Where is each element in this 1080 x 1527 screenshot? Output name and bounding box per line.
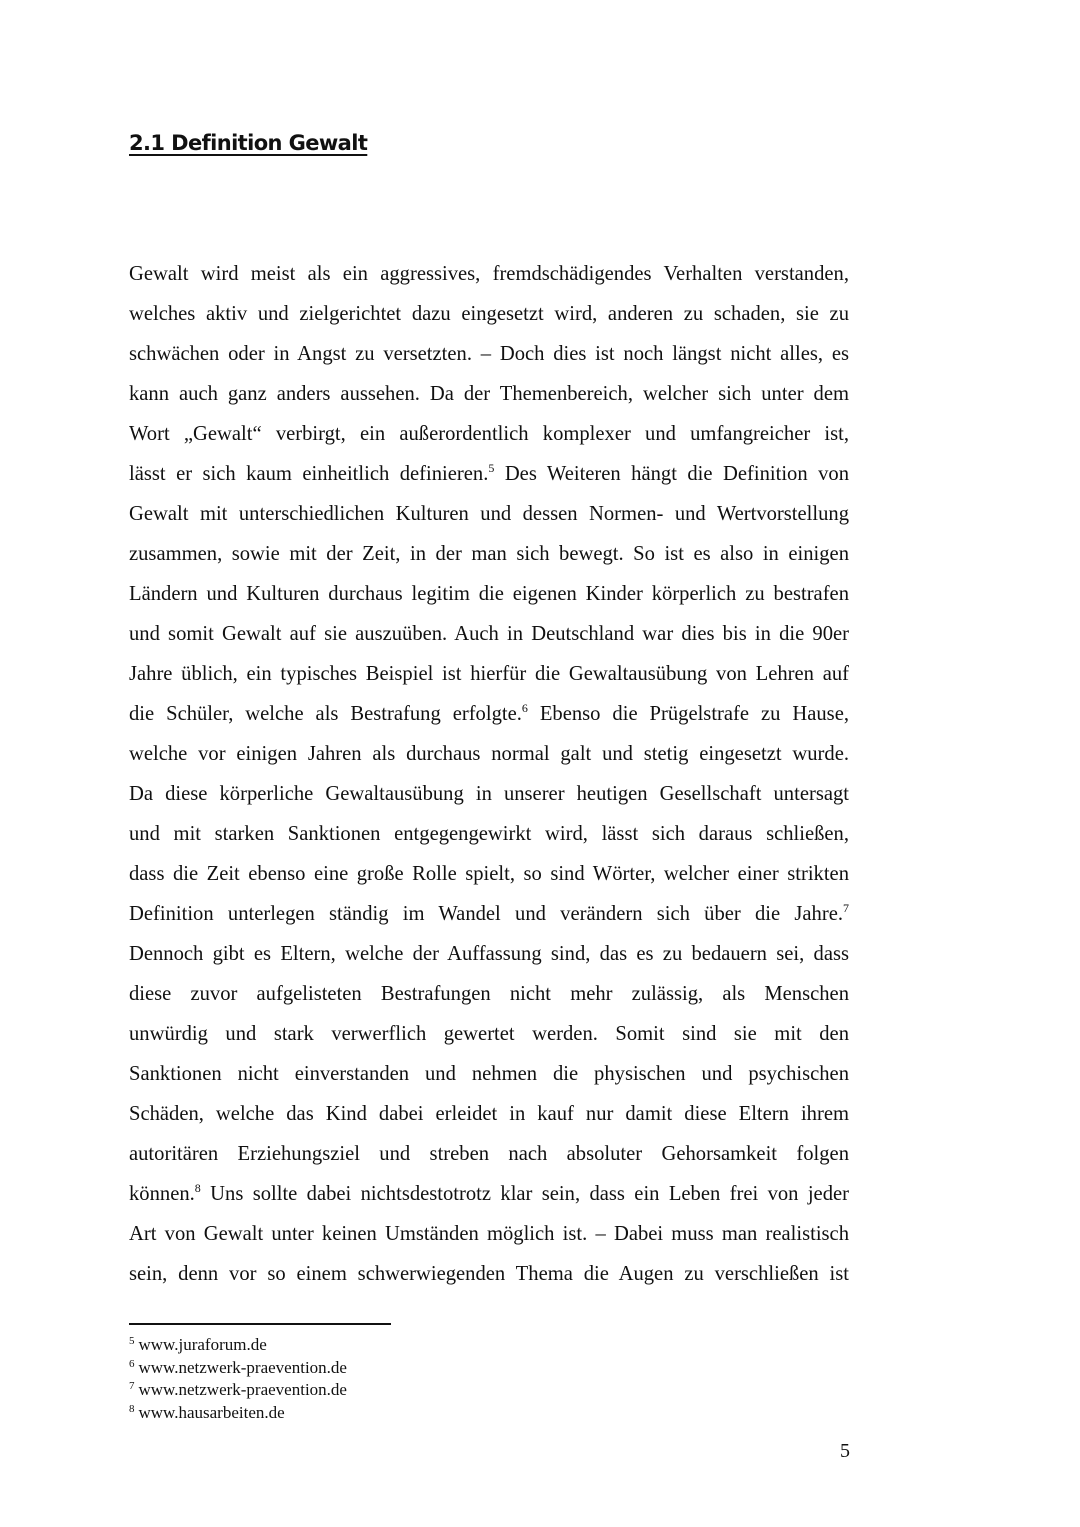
footnote-number: 8 — [129, 1402, 135, 1415]
footnote-number: 6 — [129, 1357, 135, 1370]
footnotes — [129, 1334, 347, 1424]
footnote-ref: 8 — [194, 1181, 201, 1195]
body-line: Sanktionen nicht einverstanden und nehmen die physischen und psychischen — [129, 1063, 849, 1085]
footnote-ref: 5 — [488, 461, 495, 475]
body-line: dass die Zeit ebenso eine große Rolle spielt, so sind Wörter, welcher einer strikten — [129, 863, 849, 885]
body-line: können.$^8$ Uns sollte dabei nichtsdestotrotz klar sein, dass ein Leben frei von jeder — [129, 1181, 849, 1205]
body-line: diese zuvor aufgelisteten Bestrafungen nicht mehr zulässig, als Menschen — [129, 983, 849, 1005]
footnote-number: 5 — [129, 1335, 135, 1347]
body-line: Dennoch gibt es Eltern, welche der Auffassung sind, das es zu bedauern sei, dass — [129, 943, 849, 965]
body-line: Jahre üblich, ein typisches Beispiel ist hierfür die Gewaltausübung von Lehren auf — [129, 663, 849, 685]
body-line: Wort „Gewalt“ verbirgt, ein außerordentlich komplexer und umfangreicher ist, — [129, 423, 849, 445]
body-line: Gewalt wird meist als ein aggressives, fremdschädigendes Verhalten verstanden, — [129, 263, 849, 285]
footnote-separator — [129, 1323, 391, 1325]
footnote — [129, 1357, 347, 1380]
footnote-ref: 7 — [843, 901, 849, 915]
body-line: Da diese körperliche Gewaltausübung in unserer heutigen Gesellschaft untersagt — [129, 783, 849, 805]
body-line: und mit starken Sanktionen entgegengewirkt wird, lässt sich daraus schließen, — [129, 823, 849, 845]
body-line: Gewalt mit unterschiedlichen Kulturen und dessen Normen- und Wertvorstellung — [129, 503, 849, 525]
footnote-link[interactable]: www.netzwerk-praevention.de — [138, 1357, 347, 1377]
body-line: schwächen oder in Angst zu versetzten. – Doch dies ist noch längst nicht alles, es — [129, 343, 849, 365]
body-line: Definition unterlegen ständig im Wandel und verändern sich über die Jahre.$^7$ — [129, 901, 849, 925]
footnote — [129, 1402, 347, 1425]
body-line: die Schüler, welche als Bestrafung erfolgte.$^6$ Ebenso die Prügelstrafe zu Hause, — [129, 701, 849, 725]
footnote-ref: 6 — [521, 701, 528, 715]
body-line: welche vor einigen Jahren als durchaus normal galt und stetig eingesetzt wurde. — [129, 743, 849, 765]
page-number: 5 — [840, 1440, 850, 1462]
body-line: und somit Gewalt auf sie auszuüben. Auch in Deutschland war dies bis in die 90er — [129, 623, 849, 645]
footnote — [129, 1334, 347, 1357]
body-line: Ländern und Kulturen durchaus legitim die eigenen Kinder körperlich zu bestrafen — [129, 583, 849, 605]
footnote-number: 7 — [129, 1380, 135, 1392]
footnote — [129, 1379, 347, 1402]
footnote-link[interactable]: www.hausarbeiten.de — [138, 1402, 285, 1422]
body-line: welches aktiv und zielgerichtet dazu eingesetzt wird, anderen zu schaden, sie zu — [129, 303, 849, 325]
body-line: Schäden, welche das Kind dabei erleidet in kauf nur damit diese Eltern ihrem — [129, 1103, 849, 1125]
footnote-link[interactable]: www.juraforum.de — [138, 1335, 267, 1354]
body-line: zusammen, sowie mit der Zeit, in der man sich bewegt. So ist es also in einigen — [129, 543, 849, 565]
body-line: lässt er sich kaum einheitlich definieren.$^5$ Des Weiteren hängt die Definition von — [129, 461, 849, 485]
body-line: autoritären Erziehungsziel und streben nach absoluter Gehorsamkeit folgen — [129, 1143, 849, 1165]
section-heading: 2.1 Definition Gewalt — [129, 131, 368, 155]
body-line: kann auch ganz anders aussehen. Da der Themenbereich, welcher sich unter dem — [129, 383, 849, 405]
body-paragraph — [129, 254, 849, 1294]
footnote-link[interactable]: www.netzwerk-praevention.de — [138, 1380, 347, 1399]
body-line: sein, denn vor so einem schwerwiegenden Thema die Augen zu verschließen ist — [129, 1263, 849, 1285]
body-line: unwürdig und stark verwerflich gewertet werden. Somit sind sie mit den — [129, 1023, 849, 1045]
body-line: Art von Gewalt unter keinen Umständen möglich ist. – Dabei muss man realistisch — [129, 1223, 849, 1245]
